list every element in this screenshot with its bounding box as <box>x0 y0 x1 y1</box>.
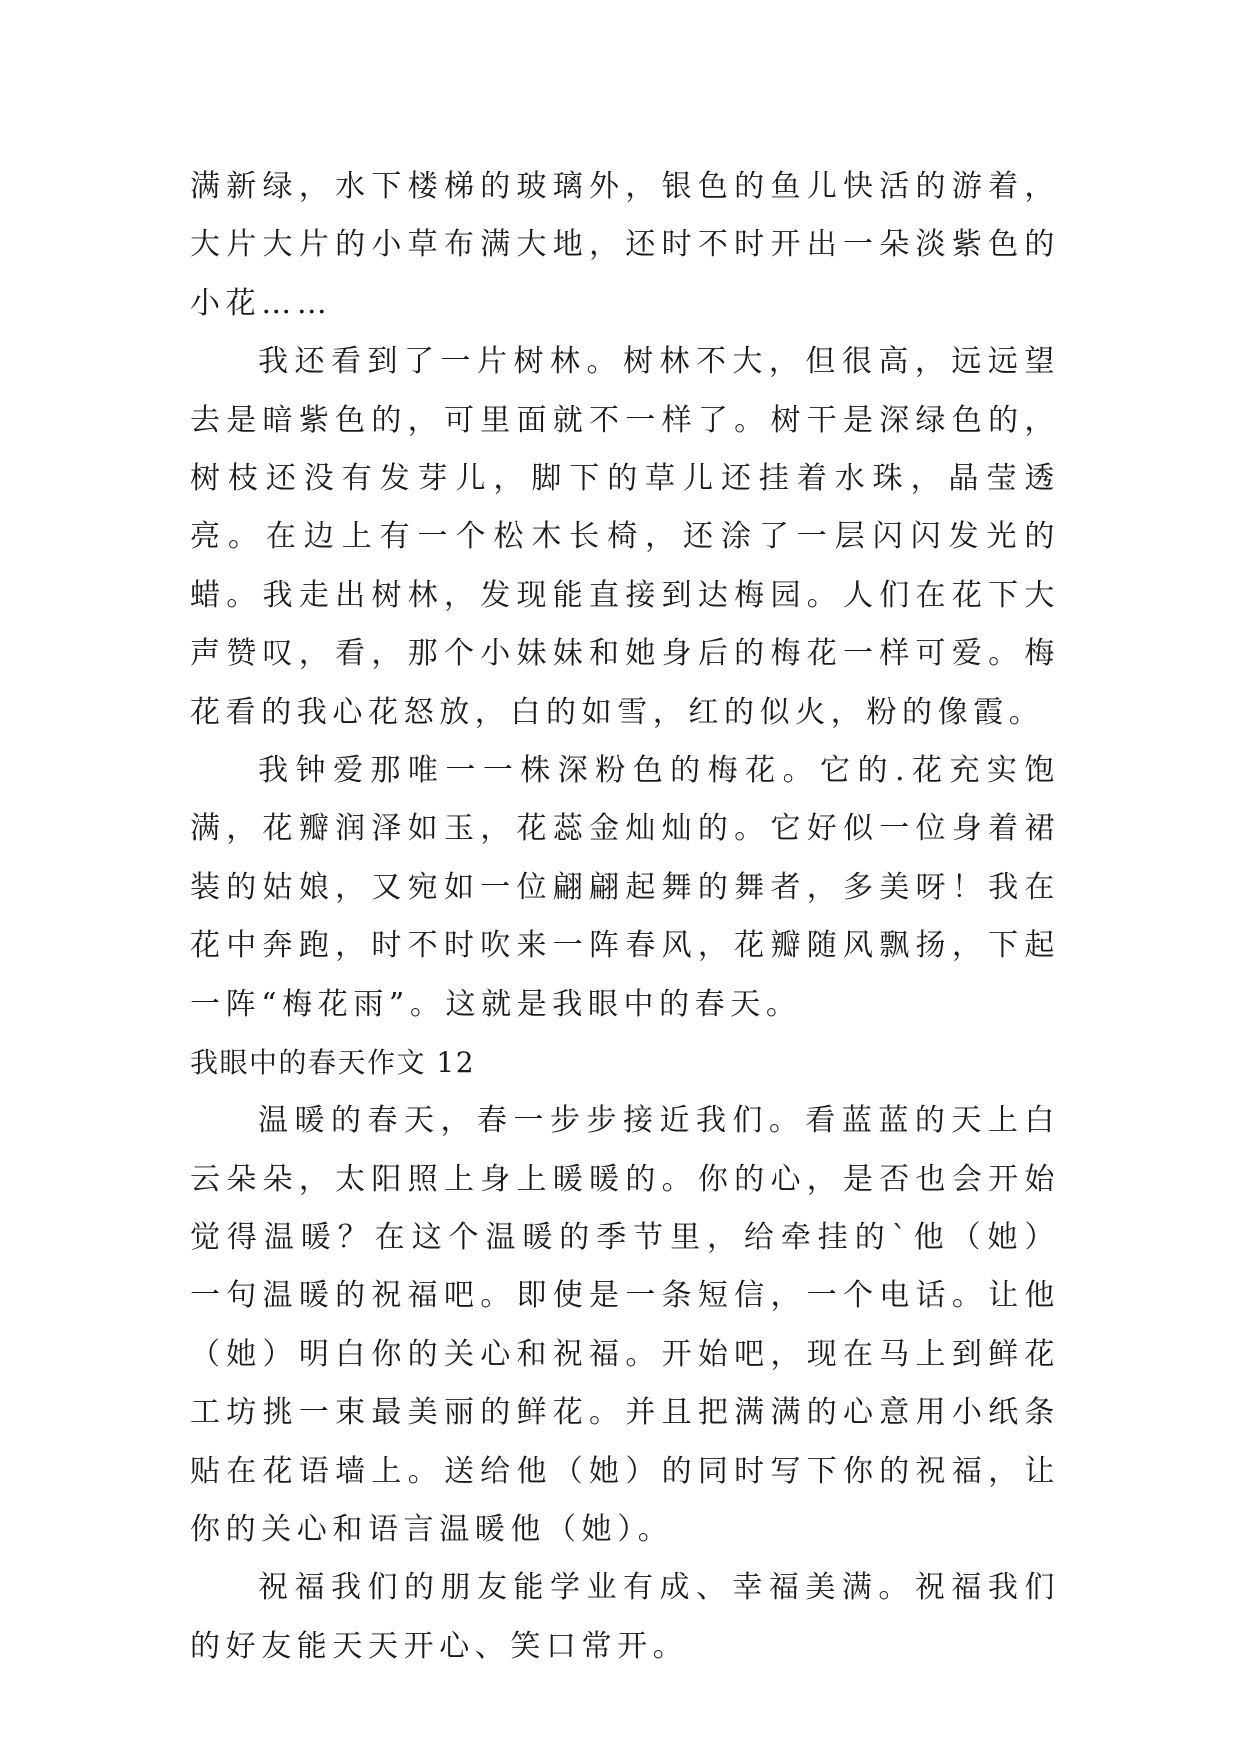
paragraph-tree-forest: 我还看到了一片树林。树林不大，但很高，远远望去是暗紫色的，可里面就不一样了。树干是深绿色的，树枝还没有发芽儿，脚下的草儿还挂着水珠，晶莹透亮。在边上有一个松木长椅，还涂了一层闪闪发光的蜡。我走出树林，发现能直接到达梅园。人们在花下大声赞叹，看，那个小妹妹和她身后的梅花一样可爱。梅花看的我心花怒放，白的如雪，红的似火，粉的像霞。 <box>190 344 1060 730</box>
document-body <box>190 158 1060 1676</box>
section-title: 我眼中的春天作文 12 <box>190 1046 476 1080</box>
paragraph-blessing: 祝福我们的朋友能学业有成、幸福美满。祝福我们的好友能天天开心、笑口常开。 <box>190 1570 1060 1664</box>
paragraph-continuation: 满新绿，水下楼梯的玻璃外，银色的鱼儿快活的游着，大片大片的小草布满大地，还时不时开出一朵淡紫色的小花…… <box>190 169 1060 321</box>
paragraph-warm-spring: 温暖的春天，春一步步接近我们。看蓝蓝的天上白云朵朵，太阳照上身上暖暖的。你的心，是否也会开始觉得温暖？在这个温暖的季节里，给牵挂的`他（她）一句温暖的祝福吧。即使是一条短信，一个电话。让他（她）明白你的关心和祝福。开始吧，现在马上到鲜花工坊挑一束最美丽的鲜花。并且把满满的心意用小纸条贴在花语墙上。送给他（她）的同时写下你的祝福，让你的关心和语言温暖他（她）。 <box>190 1103 1060 1547</box>
paragraph-plum-blossom: 我钟爱那唯一一株深粉色的梅花。它的.花充实饱满，花瓣润泽如玉，花蕊金灿灿的。它好似一位身着裙装的姑娘，又宛如一位翩翩起舞的舞者，多美呀！我在花中奔跑，时不时吹来一阵春风，花瓣随风飘扬，下起一阵“梅花雨”。这就是我眼中的春天。 <box>190 753 1060 1022</box>
